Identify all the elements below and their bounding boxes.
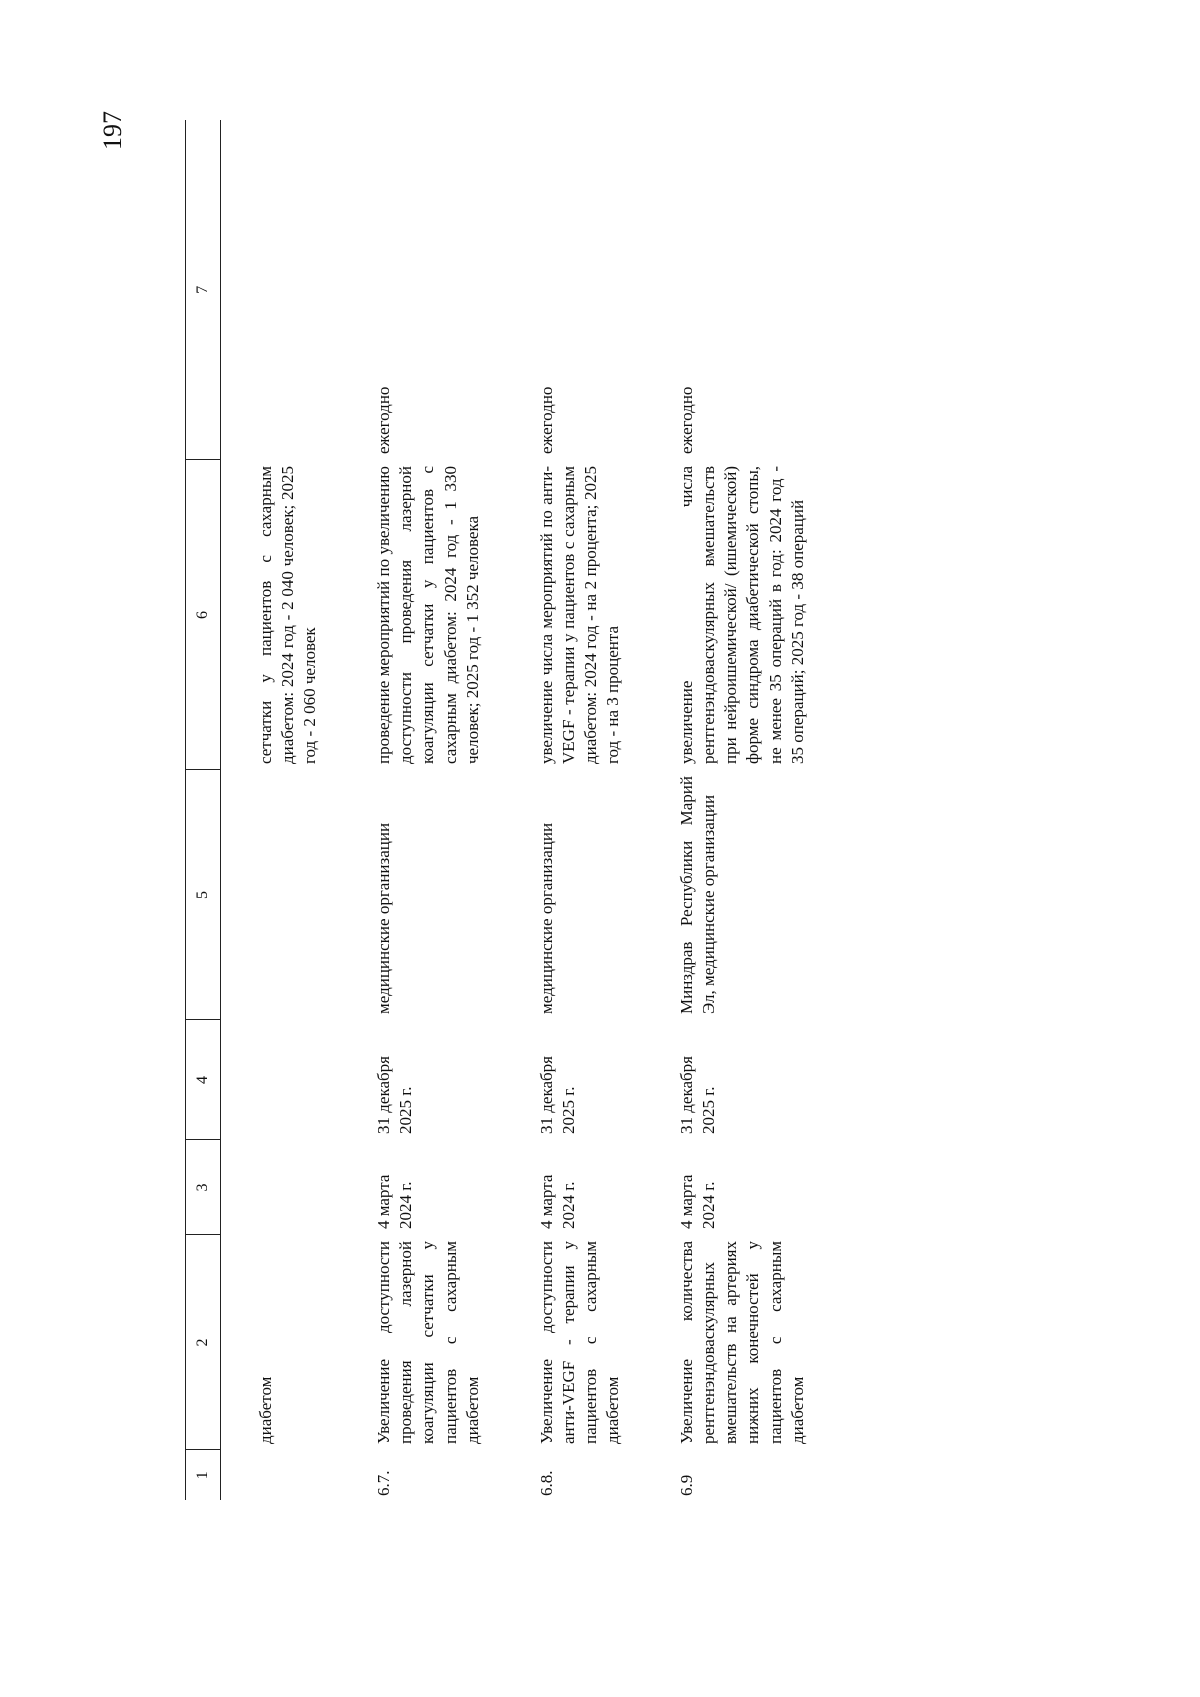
cont-period-cell — [221, 120, 322, 460]
row-activity: Увеличение доступности проведения лазерной коагуляции сетчатки у пациентов с сахарным диабетом — [374, 1241, 482, 1444]
header-col-6: 6 — [186, 460, 221, 770]
row-start-date: 4 марта 2024 г. — [374, 1174, 416, 1229]
row-period: ежегодно — [677, 386, 697, 454]
row-end-date: 31 декабря 2025 г. — [374, 1056, 416, 1134]
cont-start-cell — [221, 1140, 322, 1235]
cont-result-cell: сетчатки у пациентов с сахарным диабетом: 2024 год - 2 040 человек; 2025 год - 2 060 человек — [256, 466, 320, 764]
header-col-2: 2 — [186, 1235, 221, 1450]
row-result: проведение мероприятий по увеличению доступности проведения лазерной коагуляции сетчатки у пациентов с сахарным диабетом: 2024 год - 1 330 человек; 2025 год - 1 352 человека — [374, 466, 482, 764]
table-row — [321, 120, 483, 1500]
row-number: 6.7. — [374, 1470, 394, 1496]
cont-executor-cell — [221, 770, 322, 1020]
table-row — [624, 120, 809, 1500]
action-plan-table — [185, 120, 809, 1500]
table-row — [484, 120, 624, 1500]
row-start-date: 4 марта 2024 г. — [536, 1174, 578, 1229]
header-col-1: 1 — [186, 1450, 221, 1500]
cont-end-cell — [221, 1020, 322, 1140]
row-executor: медицинские организации — [536, 822, 556, 1014]
cont-num-cell — [221, 1450, 322, 1500]
row-activity: Увеличение количества рентгенэндоваскулярных вмешательств на артериях нижних конечностей у пациентов с сахарным диабетом — [677, 1241, 807, 1444]
row-executor: Минздрав Республики Марий Эл, медицинские организации — [677, 776, 719, 1014]
header-col-7: 7 — [186, 120, 221, 460]
header-col-3: 3 — [186, 1140, 221, 1235]
page-number: 197 — [98, 111, 127, 150]
row-number: 6.8. — [536, 1470, 556, 1496]
row-number: 6.9 — [677, 1474, 697, 1496]
row-end-date: 31 декабря 2025 г. — [536, 1056, 578, 1134]
rotated-table-container — [185, 120, 1005, 1500]
continuation-row — [221, 120, 322, 1500]
header-col-5: 5 — [186, 770, 221, 1020]
row-period: ежегодно — [536, 386, 556, 454]
header-col-4: 4 — [186, 1020, 221, 1140]
header-row — [186, 120, 221, 1500]
row-end-date: 31 декабря 2025 г. — [677, 1056, 719, 1134]
row-start-date: 4 марта 2024 г. — [677, 1174, 719, 1229]
row-result: увеличение числа рентгенэндоваскулярных вмешательств при нейроишемической/ (ишемической) форме синдрома диабетической стопы, не менее 35 операций в год: 2024 год - 35 операций; 2025 год - 38 операций — [677, 466, 807, 764]
row-period: ежегодно — [374, 386, 394, 454]
cont-name-cell: диабетом — [256, 1376, 275, 1444]
row-result: увеличение числа мероприятий по анти-VEGF - терапии у пациентов с сахарным диабетом: 2024 год - на 2 процента; 2025 год - на 3 процента — [536, 466, 623, 764]
row-activity: Увеличение доступности анти-VEGF - терапии у пациентов с сахарным диабетом — [536, 1241, 623, 1444]
row-executor: медицинские организации — [374, 822, 394, 1014]
